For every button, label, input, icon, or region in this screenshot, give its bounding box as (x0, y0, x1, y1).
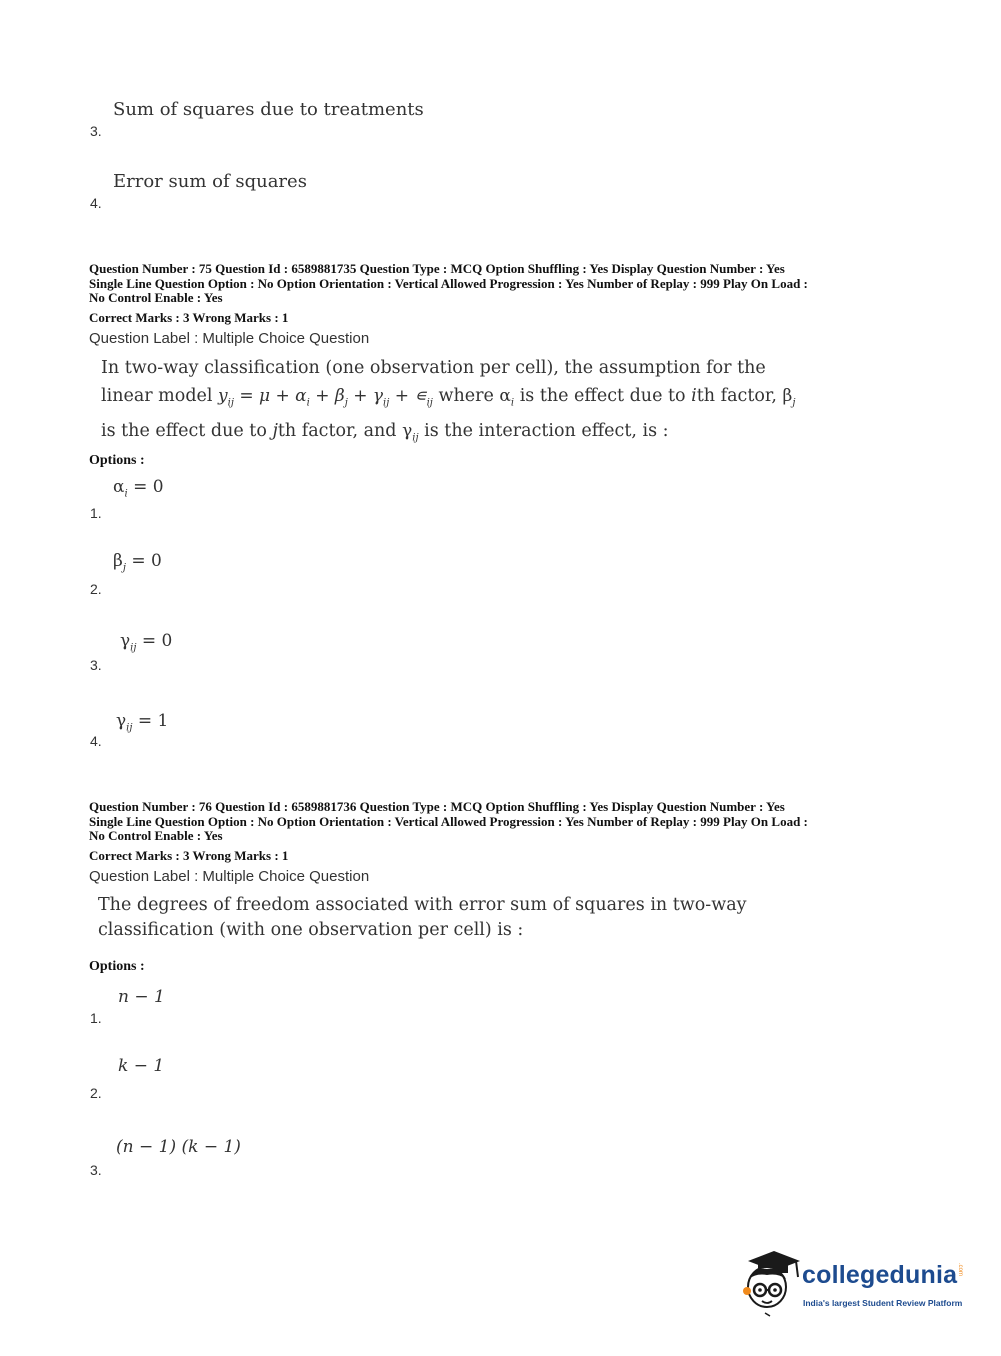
logo-tagline: India's largest Student Review Platform (803, 1298, 963, 1308)
formula-subscript: ij (126, 722, 133, 734)
formula-symbol: γ (120, 631, 131, 651)
index-i: i (691, 386, 697, 406)
question-text-line: classification (with one observation per cell) is : (98, 920, 524, 940)
logo-domain-suffix: .com (957, 1263, 963, 1277)
mascot-icon (740, 1247, 802, 1319)
text-fragment: where (438, 386, 494, 406)
formula-value: = 0 (141, 631, 173, 651)
formula-value: = 0 (131, 551, 162, 571)
question-meta-line: Single Line Question Option : No Option Orientation : Vertical Allowed Progression : Yes Number of Replay : 999 Play On Load : (89, 813, 808, 829)
formula-symbol: β (113, 551, 123, 571)
question-text-line: The degrees of freedom associated with error sum of squares in two-way (98, 895, 747, 915)
question-marks: Correct Marks : 3 Wrong Marks : 1 (89, 310, 289, 325)
collegedunia-logo (740, 1247, 970, 1319)
text-fragment: is the interaction effect, is : (424, 421, 669, 442)
option-1-number: 1. (90, 505, 102, 521)
option-1-formula (113, 477, 164, 499)
option-3-formula: (n − 1) (k − 1) (116, 1137, 241, 1157)
formula-subscript: j (122, 562, 126, 574)
options-heading: Options : (89, 959, 145, 974)
model-equation: $y_{ij} = \mu + \alpha_i + \beta_j + \gamma_{ij}$ + $∊_{ij}$ (218, 386, 433, 409)
text-fragment: th factor, and (277, 421, 397, 442)
option-4-formula (116, 711, 168, 733)
question-label: Question Label : Multiple Choice Question (89, 330, 370, 347)
formula-value: = 0 (133, 477, 164, 497)
option-1-formula: n − 1 (118, 987, 165, 1007)
text-fragment: th factor, (696, 386, 777, 406)
beta-symbol: $\beta_j$ (782, 386, 796, 409)
option-4-text: Error sum of squares (113, 171, 307, 192)
question-meta-line: No Control Enable : Yes (89, 290, 223, 305)
question-meta-line: Question Number : 76 Question Id : 6589881736 Question Type : MCQ Option Shuffling : Yes Display Question Number : Yes (89, 799, 785, 814)
option-2-formula: k − 1 (118, 1056, 165, 1076)
question-text-line (101, 382, 821, 417)
question-text (98, 893, 818, 943)
option-4-number: 4. (90, 195, 102, 211)
text-fragment: is the effect due to (519, 386, 686, 406)
option-1-number: 1. (90, 1010, 102, 1026)
option-2-number: 2. (90, 581, 102, 597)
question-text (101, 354, 821, 453)
option-4-number: 4. (90, 733, 102, 749)
logo-wordmark: collegedunia (802, 1261, 958, 1289)
option-3-text: Sum of squares due to treatments (113, 99, 424, 120)
formula-symbol: α (113, 477, 125, 497)
option-3-number: 3. (90, 123, 102, 139)
options-heading: Options : (89, 453, 145, 468)
formula-value: = 1 (137, 711, 169, 731)
question-text-line (101, 417, 821, 452)
text-fragment: linear model (101, 386, 213, 406)
alpha-symbol: $\alpha_i$ (499, 386, 515, 409)
question-marks: Correct Marks : 3 Wrong Marks : 1 (89, 848, 289, 863)
index-j: j (272, 421, 278, 442)
question-label: Question Label : Multiple Choice Question (89, 868, 370, 885)
option-2-number: 2. (90, 1085, 102, 1101)
option-3-number: 3. (90, 657, 102, 673)
gamma-symbol: $\gamma_{ij}$ (402, 421, 419, 444)
question-meta-line: Question Number : 75 Question Id : 6589881735 Question Type : MCQ Option Shuffling : Yes Display Question Number : Yes (89, 261, 785, 276)
option-3-number: 3. (90, 1162, 102, 1178)
question-text-line: In two-way classification (one observation per cell), the assumption for the (101, 358, 766, 378)
text-fragment: is the effect due to (101, 421, 267, 442)
option-2-formula (113, 551, 162, 573)
question-meta-line: Single Line Question Option : No Option Orientation : Vertical Allowed Progression : Yes Number of Replay : 999 Play On Load : (89, 275, 808, 291)
option-3-formula (120, 631, 172, 653)
formula-symbol: γ (116, 711, 127, 731)
formula-subscript: i (124, 488, 128, 500)
formula-subscript: ij (130, 642, 137, 654)
question-meta-line: No Control Enable : Yes (89, 828, 223, 843)
